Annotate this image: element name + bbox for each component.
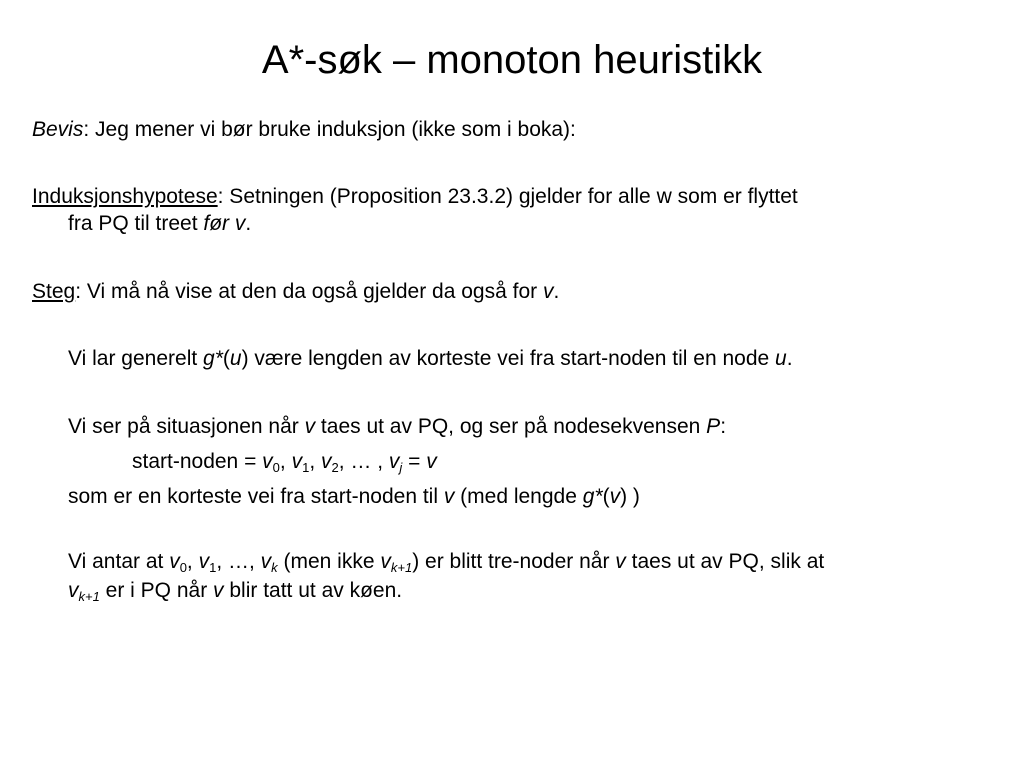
antar-sk1: k+1 [390, 560, 413, 575]
korteste-a: som er en korteste vei fra start-noden til [68, 485, 444, 508]
antar-vk: v [260, 550, 272, 573]
generelt-d: . [786, 347, 793, 370]
steg-end: . [553, 280, 560, 303]
steg-text: : Vi må nå vise at den da også gjelder da også for [75, 280, 543, 303]
slide-title: A*-søk – monoton heuristikk [261, 38, 763, 82]
sekvens-c3: , … , [338, 450, 389, 473]
steg-label: Steg [32, 280, 76, 303]
steg-v: v [542, 280, 554, 303]
korteste-b: (med lengde [454, 485, 583, 508]
sekvens-s2: 2 [331, 460, 339, 475]
antar-s1: 1 [209, 560, 217, 575]
generelt-u2: u [775, 347, 787, 370]
antar-a: Vi antar at [68, 550, 170, 573]
sekvens-sj: j [399, 460, 403, 475]
antar-v: v [615, 550, 626, 573]
antar-line-2 [68, 577, 402, 604]
antar-s0: 0 [179, 560, 187, 575]
sekvens-vj: v [388, 450, 400, 473]
bevis-label: Bevis [32, 118, 84, 141]
korteste-v: v [443, 485, 455, 508]
korteste-v2: v [609, 485, 621, 508]
sekvens-eq: = [402, 450, 427, 473]
generelt-c: ) være lengden av korteste vei fra start-noden til en node [241, 347, 776, 370]
antar-v0: v [169, 550, 180, 573]
antar-vk1b: v [68, 579, 79, 602]
sekvens-c2: , [309, 450, 321, 473]
sekvens-c1: , [279, 450, 292, 473]
antar-sk: k [271, 560, 278, 575]
induksjon-line-1 [32, 183, 798, 210]
induksjon-label: Induksjonshypotese [32, 185, 218, 208]
antar-vk1: v [380, 550, 391, 573]
induksjon-text-2c: . [245, 212, 252, 235]
sekvens-v1: v [291, 450, 303, 473]
antar-v2: v [213, 579, 224, 602]
sekvens-s1: 1 [302, 460, 310, 475]
antar-c1: , [186, 550, 199, 573]
antar-line-1 [68, 548, 824, 575]
antar-e: er i PQ når [99, 579, 214, 602]
antar-d: taes ut av PQ, slik at [625, 550, 825, 573]
situasjon-line [68, 413, 726, 440]
generelt-a: Vi lar generelt [68, 347, 204, 370]
korteste-c: ( [602, 485, 610, 508]
korteste-d: ) ) [620, 485, 640, 508]
situasjon-a: Vi ser på situasjonen når [68, 415, 305, 438]
induksjon-text-1: : Setningen (Proposition 23.3.2) gjelder for alle w som er flyttet [217, 185, 798, 208]
situasjon-b: taes ut av PQ, og ser på nodesekvensen [315, 415, 707, 438]
situasjon-p: P [706, 415, 721, 438]
sekvens-v2: v [320, 450, 332, 473]
antar-c: ) er blitt tre-noder når [412, 550, 616, 573]
generelt-b: ( [222, 347, 230, 370]
antar-v1: v [198, 550, 210, 573]
generelt-g: g* [203, 347, 223, 370]
bevis-line [32, 116, 576, 143]
korteste-line [68, 483, 640, 510]
induksjon-text-2a: fra PQ til treet [68, 212, 204, 235]
sekvens-a: start-noden = [132, 450, 263, 473]
sekvens-v0: v [262, 450, 273, 473]
generelt-u: u [229, 347, 242, 370]
situasjon-v: v [304, 415, 316, 438]
steg-line [32, 278, 559, 305]
generelt-line [68, 345, 793, 372]
sekvens-line [132, 448, 437, 475]
korteste-g: g* [582, 485, 603, 508]
induksjon-line-2 [68, 210, 251, 237]
bevis-text: : Jeg mener vi bør bruke induksjon (ikke som i boka): [83, 118, 576, 141]
sekvens-v: v [426, 450, 437, 473]
induksjon-text-2b: før v [203, 212, 246, 235]
situasjon-c: : [720, 415, 727, 438]
sekvens-s0: 0 [272, 460, 280, 475]
antar-c2: , …, [216, 550, 261, 573]
antar-f: blir tatt ut av køen. [223, 579, 403, 602]
antar-sk1b: k+1 [78, 589, 100, 604]
antar-b: (men ikke [277, 550, 381, 573]
